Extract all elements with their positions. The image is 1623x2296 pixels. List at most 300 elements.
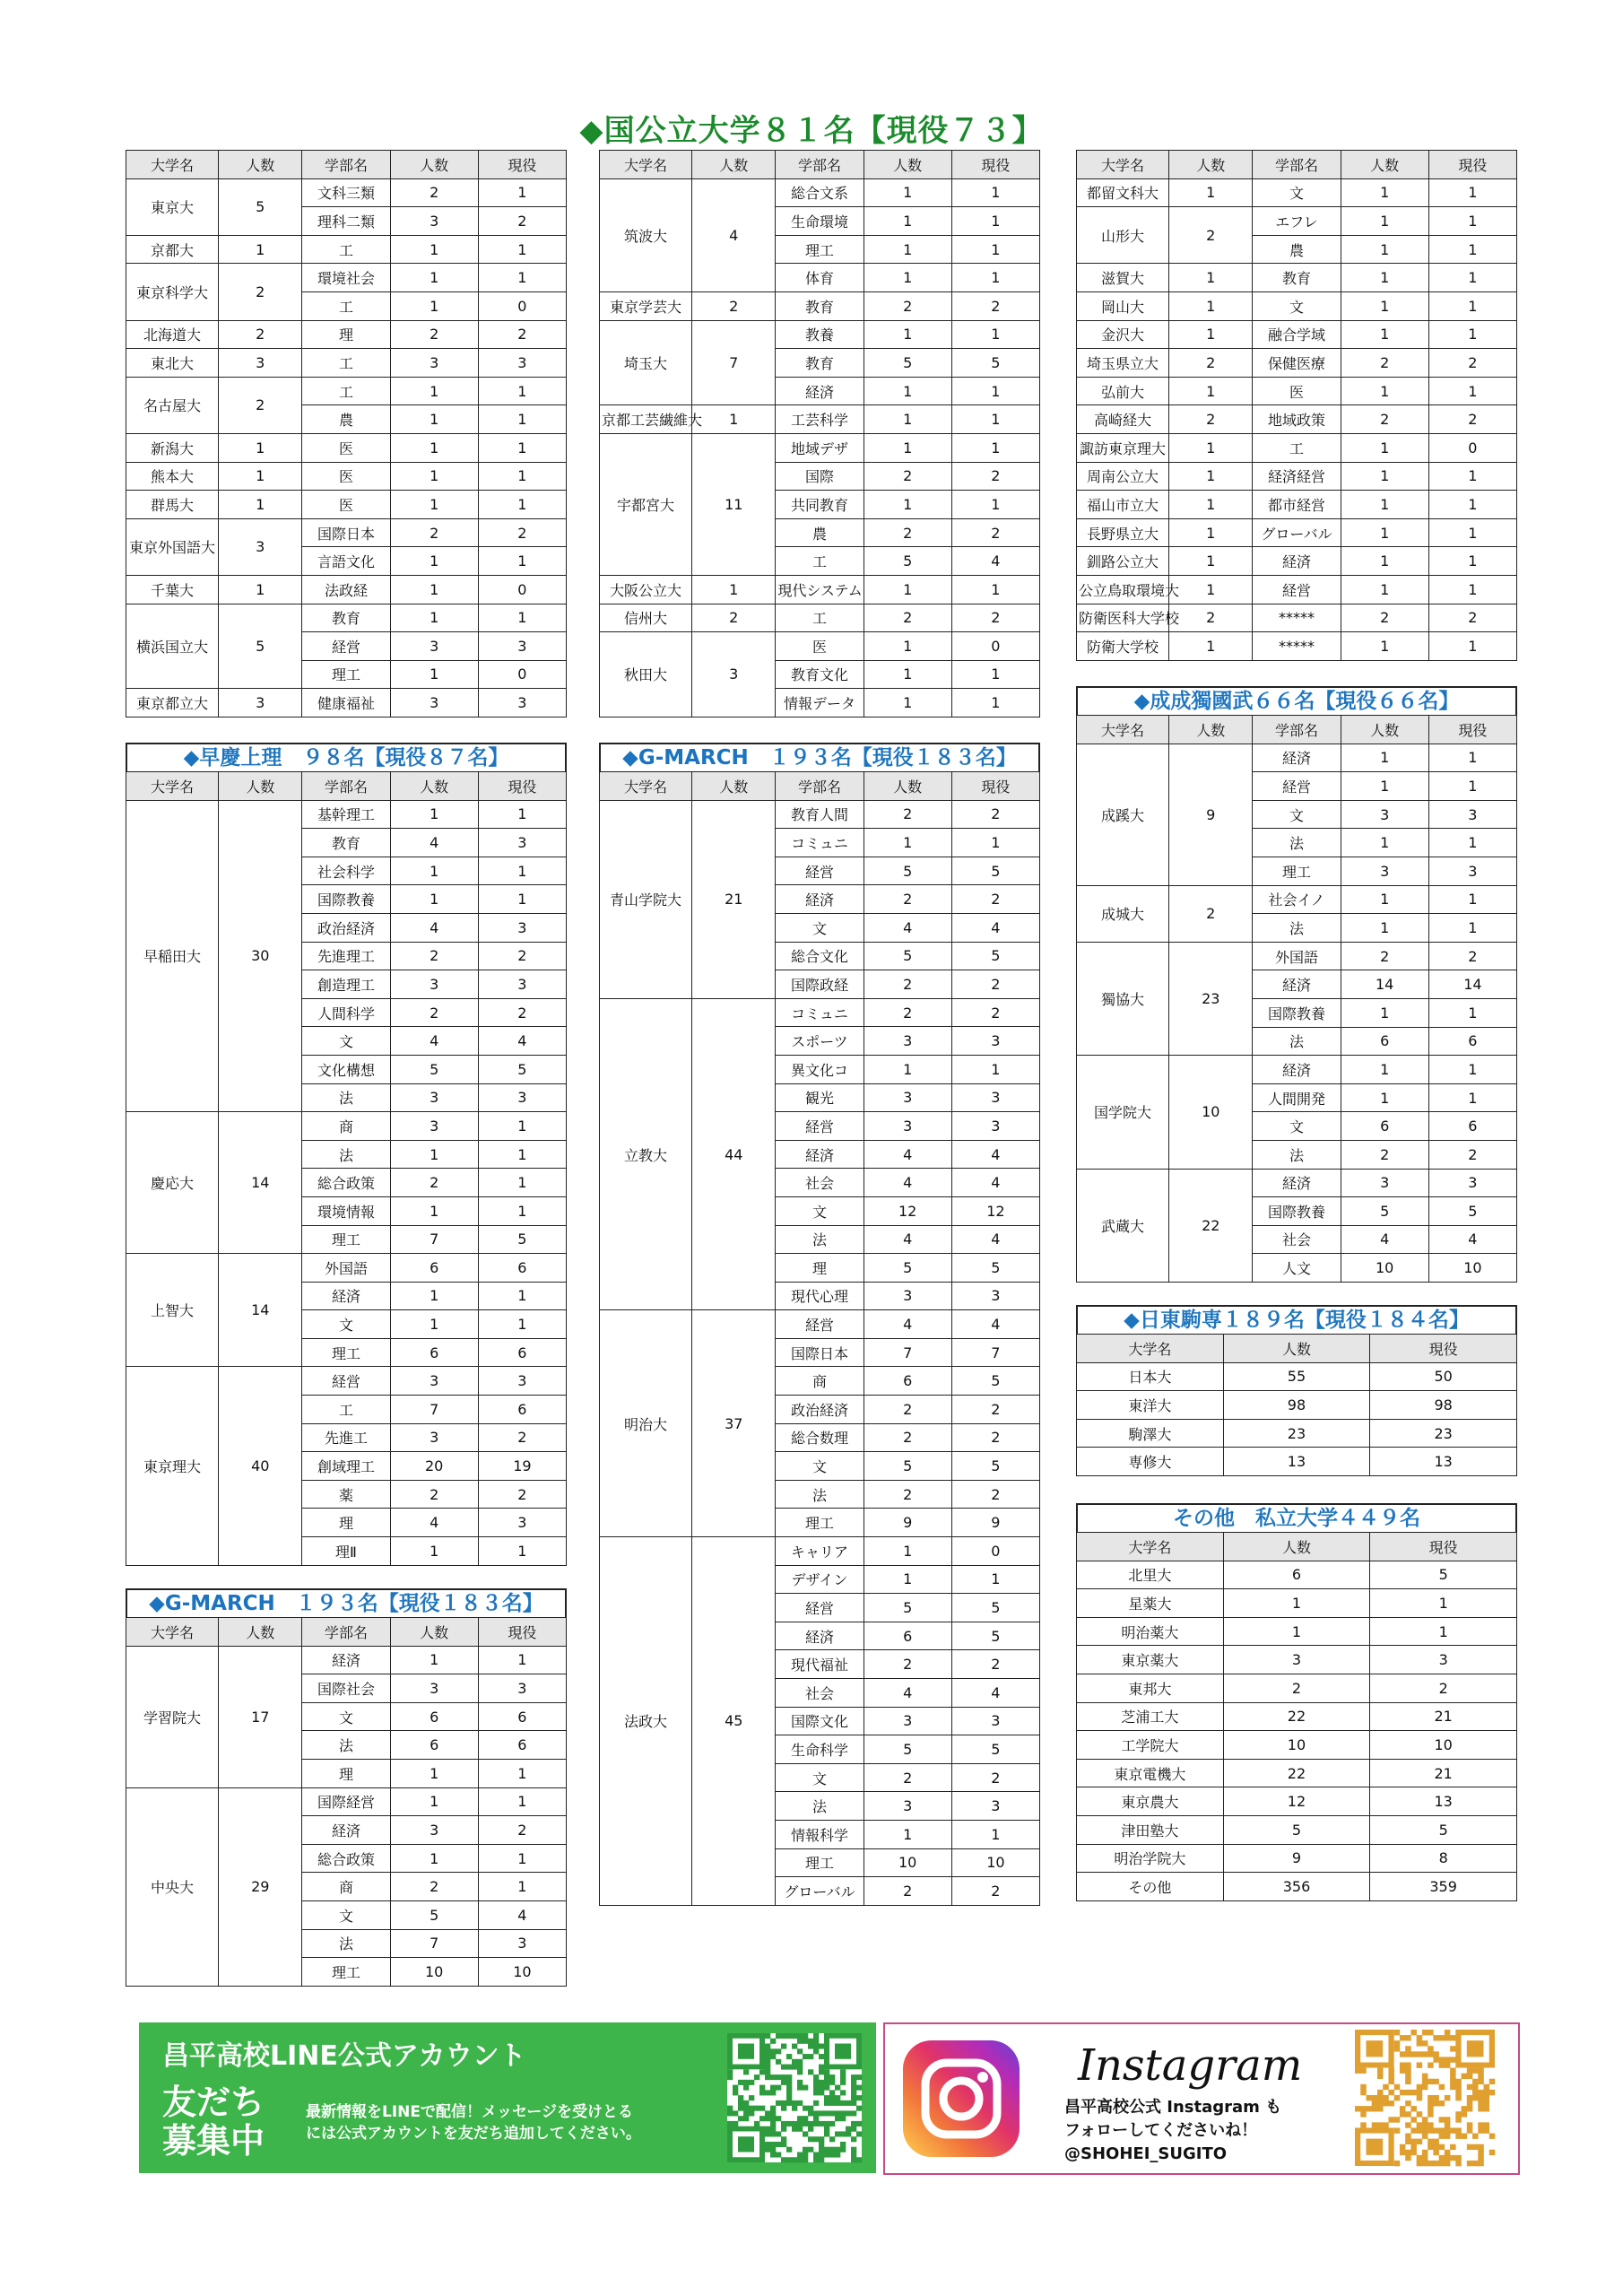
table-row [1077,1702,1517,1731]
faculty-name: 総合政策 [302,1169,390,1197]
faculty-count: 5 [864,547,951,576]
current-count: 2 [1428,604,1516,632]
total-count: 12 [1223,1787,1370,1816]
total-count: 98 [1223,1391,1370,1420]
current-count: 1 [478,1282,566,1310]
faculty-name: 経営 [1253,575,1341,604]
column-header: 現役 [1428,716,1516,744]
current-count: 5 [951,1367,1039,1396]
current-count: 0 [478,291,566,320]
faculty-name: 総合文化 [776,942,864,970]
column-header: 人数 [1223,1335,1370,1363]
faculty-name: 経済 [776,1140,864,1169]
faculty-name: 理工 [302,660,390,689]
faculty-name: 基幹理工 [302,800,390,829]
faculty-count: 2 [1341,1140,1428,1169]
faculty-name: 社会 [1253,1225,1341,1254]
university-name: 明治学院大 [1077,1844,1224,1873]
faculty-count: 5 [390,1055,478,1083]
university-count: 5 [219,604,302,689]
faculty-count: 1 [390,264,478,292]
faculty-count: 1 [864,207,951,236]
faculty-name: 理工 [302,1338,390,1367]
faculty-count: 2 [1341,604,1428,632]
faculty-name: 経済 [302,1816,390,1845]
line-qr-code[interactable] [727,2033,862,2162]
current-count: 5 [1370,1815,1517,1844]
university-count: 17 [219,1646,302,1787]
faculty-count: 2 [390,998,478,1027]
table-row [1077,1787,1517,1816]
column-header: 人数 [864,151,951,179]
current-count: 4 [951,913,1039,942]
column-header: 学部名 [776,772,864,801]
faculty-name: 理工 [776,1848,864,1877]
faculty-name: 法 [1253,829,1341,857]
faculty-count: 1 [390,1787,478,1816]
current-count: 1 [478,491,566,519]
table-row [1077,1448,1517,1476]
university-name: 東京都立大 [126,689,219,718]
faculty-name: 工 [302,235,390,264]
university-name: 弘前大 [1077,377,1169,405]
faculty-count: 1 [1341,829,1428,857]
university-count: 14 [219,1254,302,1367]
current-count: 21 [1370,1759,1517,1787]
university-name: 熊本大 [126,462,219,491]
current-count: 2 [951,604,1039,632]
table-row [1077,1419,1517,1448]
current-count: 6 [478,1254,566,1283]
total-count: 9 [1223,1844,1370,1873]
table-row [1077,377,1517,405]
table-row [126,264,567,292]
current-count: 1 [478,857,566,885]
current-count: 2 [1370,1674,1517,1702]
instagram-text: 昌平高校公式 Instagram も フォローしてくださいね！ @SHOHEI_SUGITO [1064,2098,1282,2163]
faculty-count: 3 [390,1816,478,1845]
university-count: 1 [1169,491,1253,519]
faculty-count: 5 [390,1900,478,1929]
column-header: 人数 [1341,151,1428,179]
faculty-count: 3 [1341,800,1428,829]
current-count: 1 [951,320,1039,349]
faculty-name: 経営 [302,1367,390,1396]
university-count: 2 [219,377,302,433]
faculty-name: 商 [302,1112,390,1141]
faculty-count: 2 [864,998,951,1027]
current-count: 1 [951,235,1039,264]
current-count: 1 [951,829,1039,857]
university-name: 東京理大 [126,1367,219,1565]
university-count: 10 [1169,1056,1253,1169]
current-count: 1 [1428,235,1516,264]
faculty-name: 社会 [776,1679,864,1708]
current-count: 2 [478,207,566,236]
faculty-name: 医 [776,632,864,661]
university-count: 1 [1169,462,1253,491]
seijo-table [1076,686,1517,1283]
current-count: 2 [1428,942,1516,970]
university-name: 東北大 [126,349,219,378]
faculty-name: 現代心理 [776,1282,864,1310]
university-name: 国学院大 [1077,1056,1169,1169]
faculty-name: 教育 [302,829,390,857]
faculty-count: 1 [1341,320,1428,349]
university-count: 1 [219,575,302,604]
university-name: 周南公立大 [1077,462,1169,491]
faculty-name: 工 [1253,433,1341,462]
faculty-name: 理科二類 [302,207,390,236]
faculty-count: 14 [1341,970,1428,999]
university-count: 1 [1169,518,1253,547]
current-count: 8 [1370,1844,1517,1873]
faculty-count: 2 [390,1480,478,1509]
current-count: 0 [951,1537,1039,1566]
table-row [1077,1589,1517,1618]
university-name: 埼玉大 [600,320,692,405]
faculty-name: 人間科学 [302,998,390,1027]
faculty-count: 4 [864,1225,951,1254]
university-name: 東京科学大 [126,264,219,320]
table-row [600,800,1040,829]
faculty-count: 1 [390,462,478,491]
current-count: 1 [1428,264,1516,292]
table-row [126,462,567,491]
table-row [126,377,567,405]
current-count: 2 [951,998,1039,1027]
faculty-count: 1 [1341,518,1428,547]
faculty-count: 1 [864,320,951,349]
instagram-logo-icon [903,2040,1020,2157]
university-count: 2 [692,604,776,632]
current-count: 1 [478,1759,566,1787]
table-row [1077,632,1517,661]
faculty-name: 保健医療 [1253,349,1341,378]
faculty-count: 1 [390,1537,478,1566]
faculty-name: 工 [776,604,864,632]
table-row [600,632,1040,661]
faculty-count: 1 [390,1759,478,1787]
faculty-count: 1 [864,178,951,207]
current-count: 0 [951,632,1039,661]
current-count: 3 [478,689,566,718]
faculty-count: 2 [864,1763,951,1792]
table-row [126,178,567,207]
total-count: 10 [1223,1731,1370,1760]
current-count: 359 [1370,1873,1517,1901]
total-count: 5 [1223,1815,1370,1844]
university-count: 44 [692,998,776,1310]
current-count: 2 [478,518,566,547]
table-row [126,235,567,264]
university-name: 京都工芸繊維大 [600,405,692,434]
faculty-name: 理工 [1253,857,1341,885]
faculty-count: 3 [864,1112,951,1141]
faculty-count: 3 [1341,1169,1428,1197]
current-count: 3 [478,1367,566,1396]
table-row [1077,1056,1517,1084]
total-count: 13 [1223,1448,1370,1476]
faculty-name: 社会 [776,1169,864,1197]
faculty-count: 1 [864,632,951,661]
faculty-name: 総合文系 [776,178,864,207]
faculty-count: 1 [390,405,478,434]
faculty-name: コミュニ [776,998,864,1027]
faculty-count: 1 [1341,998,1428,1027]
faculty-name: 地域政策 [1253,405,1341,434]
faculty-name: 教育 [776,349,864,378]
faculty-name: 理 [776,1254,864,1283]
line-banner-title: 昌平高校LINE公式アカウント [162,2040,526,2072]
column-header: 学部名 [1253,716,1341,744]
faculty-name: 体育 [776,264,864,292]
table-row [1077,1873,1517,1901]
faculty-count: 1 [864,660,951,689]
faculty-count: 1 [390,235,478,264]
total-count: 6 [1223,1561,1370,1589]
current-count: 1 [951,575,1039,604]
faculty-count: 2 [864,291,951,320]
faculty-count: 3 [390,970,478,999]
table-row [126,604,567,632]
faculty-name: スポーツ [776,1027,864,1056]
column-header: 現役 [1428,151,1516,179]
table-row [1077,885,1517,914]
faculty-name: 文化構想 [302,1055,390,1083]
faculty-name: 国際日本 [302,518,390,547]
current-count: 98 [1370,1391,1517,1420]
faculty-name: 観光 [776,1083,864,1112]
faculty-name: 環境社会 [302,264,390,292]
kokko-table-3 [1076,150,1517,661]
current-count: 2 [951,1650,1039,1679]
faculty-count: 3 [390,689,478,718]
faculty-name: エフレ [1253,207,1341,236]
column-header: 現役 [951,151,1039,179]
current-count: 13 [1370,1787,1517,1816]
university-name: 秋田大 [600,632,692,718]
faculty-name: 経済 [1253,1056,1341,1084]
table-row [600,433,1040,462]
university-name: 都留文科大 [1077,178,1169,207]
faculty-name: 工 [302,1396,390,1424]
faculty-count: 1 [390,800,478,829]
faculty-count: 1 [864,264,951,292]
gmarch-title-a: ◆G-MARCH １９３名【現役１８３名】 [126,1588,567,1617]
university-name: 津田塾大 [1077,1815,1224,1844]
faculty-name: 国際教養 [1253,1197,1341,1226]
university-name: その他 [1077,1873,1224,1901]
university-name: 武蔵大 [1077,1169,1169,1282]
faculty-count: 1 [1341,291,1428,320]
table-row [1077,1646,1517,1674]
faculty-name: 創域理工 [302,1452,390,1481]
table-row [600,998,1040,1027]
faculty-name: 法 [776,1225,864,1254]
faculty-count: 3 [390,1112,478,1141]
table-row [126,349,567,378]
faculty-name: 政治経済 [776,1396,864,1424]
faculty-count: 7 [390,1225,478,1254]
faculty-count: 2 [390,518,478,547]
faculty-count: 3 [864,1282,951,1310]
faculty-count: 2 [864,518,951,547]
university-name: 東邦大 [1077,1674,1224,1702]
university-name: 法政大 [600,1537,692,1906]
university-count: 2 [1169,604,1253,632]
faculty-count: 1 [1341,207,1428,236]
instagram-banner[interactable] [883,2022,1520,2175]
university-name: 防衛医科大学校 [1077,604,1169,632]
faculty-name: コミュニ [776,829,864,857]
university-name: 芝浦工大 [1077,1702,1224,1731]
other-title: その他 私立大学４４９名 [1076,1503,1517,1532]
faculty-name: 法 [776,1480,864,1509]
faculty-count: 1 [864,433,951,462]
current-count: 5 [951,1254,1039,1283]
faculty-name: 人文 [1253,1254,1341,1283]
current-count: 2 [951,462,1039,491]
faculty-count: 1 [864,1055,951,1083]
current-count: 1 [1428,207,1516,236]
faculty-name: 商 [302,1873,390,1901]
current-count: 2 [1428,349,1516,378]
faculty-count: 5 [864,349,951,378]
faculty-count: 1 [1341,575,1428,604]
faculty-count: 10 [390,1958,478,1987]
current-count: 1 [951,377,1039,405]
faculty-count: 7 [390,1396,478,1424]
university-count: 1 [1169,575,1253,604]
column-header: 大学名 [126,151,219,179]
faculty-name: 医 [302,462,390,491]
faculty-name: 法 [302,1929,390,1958]
university-count: 1 [692,405,776,434]
faculty-count: 3 [390,1367,478,1396]
faculty-count: 2 [864,1480,951,1509]
column-header: 人数 [692,151,776,179]
faculty-name: 国際経営 [302,1787,390,1816]
current-count: 1 [1428,377,1516,405]
faculty-name: 先進工 [302,1423,390,1452]
faculty-name: 文 [1253,1112,1341,1141]
faculty-name: グローバル [776,1877,864,1906]
faculty-name: 環境情報 [302,1196,390,1225]
faculty-name: 経済 [1253,547,1341,576]
kokko-table-2 [599,150,1040,718]
faculty-name: キャリア [776,1537,864,1566]
current-count: 1 [1428,547,1516,576]
faculty-name: 文科三類 [302,178,390,207]
faculty-count: 1 [390,433,478,462]
faculty-name: 情報科学 [776,1820,864,1848]
line-banner[interactable] [139,2022,876,2173]
faculty-name: 総合数理 [776,1423,864,1452]
table-row [1077,942,1517,970]
faculty-name: 国際 [776,462,864,491]
current-count: 1 [478,1169,566,1197]
current-count: 1 [478,1646,566,1674]
current-count: 1 [1370,1617,1517,1646]
current-count: 1 [478,547,566,576]
table-row [600,320,1040,349]
table-row [1077,604,1517,632]
faculty-name: 経済 [302,1646,390,1674]
faculty-count: 1 [1341,462,1428,491]
current-count: 5 [951,1452,1039,1481]
current-count: 5 [1370,1561,1517,1589]
faculty-count: 3 [390,1083,478,1112]
current-count: 4 [1428,1225,1516,1254]
faculty-count: 5 [864,1452,951,1481]
current-count: 4 [951,547,1039,576]
faculty-name: 教育人間 [776,800,864,829]
faculty-name: 文 [776,1196,864,1225]
current-count: 2 [478,942,566,970]
current-count: 6 [478,1702,566,1731]
instagram-qr-code[interactable] [1355,2030,1495,2166]
faculty-name: 国際社会 [302,1674,390,1703]
faculty-name: 教育 [302,604,390,632]
current-count: 4 [951,1679,1039,1708]
current-count: 1 [1428,914,1516,943]
university-name: 新潟大 [126,433,219,462]
university-name: 京都大 [126,235,219,264]
faculty-count: 1 [390,660,478,689]
current-count: 0 [478,575,566,604]
faculty-name: 理工 [302,1225,390,1254]
university-count: 23 [1169,942,1253,1055]
faculty-count: 1 [390,857,478,885]
current-count: 3 [478,632,566,661]
university-name: 駒澤大 [1077,1419,1224,1448]
university-name: 筑波大 [600,178,692,291]
faculty-name: 国際政経 [776,970,864,999]
current-count: 1 [1428,462,1516,491]
current-count: 4 [951,1140,1039,1169]
faculty-count: 2 [390,1169,478,1197]
university-name: 明治大 [600,1310,692,1537]
current-count: 2 [951,1763,1039,1792]
current-count: 1 [478,1873,566,1901]
current-count: 0 [1428,433,1516,462]
faculty-count: 4 [390,1509,478,1537]
faculty-name: 現代福祉 [776,1650,864,1679]
faculty-count: 4 [864,913,951,942]
faculty-name: 共同教育 [776,491,864,519]
current-count: 3 [1370,1646,1517,1674]
university-name: 東洋大 [1077,1391,1224,1420]
faculty-count: 1 [390,291,478,320]
faculty-name: 文 [302,1702,390,1731]
faculty-count: 3 [864,1707,951,1735]
university-name: 上智大 [126,1254,219,1367]
faculty-name: 経営 [776,1594,864,1622]
current-count: 1 [478,1844,566,1873]
current-count: 1 [951,178,1039,207]
faculty-name: 現代システム [776,575,864,604]
current-count: 5 [951,942,1039,970]
faculty-name: 法 [302,1083,390,1112]
faculty-count: 2 [864,1396,951,1424]
total-count: 23 [1223,1419,1370,1448]
column-header: 人数 [219,151,302,179]
faculty-count: 6 [864,1622,951,1650]
instagram-wordmark: Instagram [1078,2040,1303,2091]
faculty-name: 理工 [776,1509,864,1537]
current-count: 13 [1370,1448,1517,1476]
